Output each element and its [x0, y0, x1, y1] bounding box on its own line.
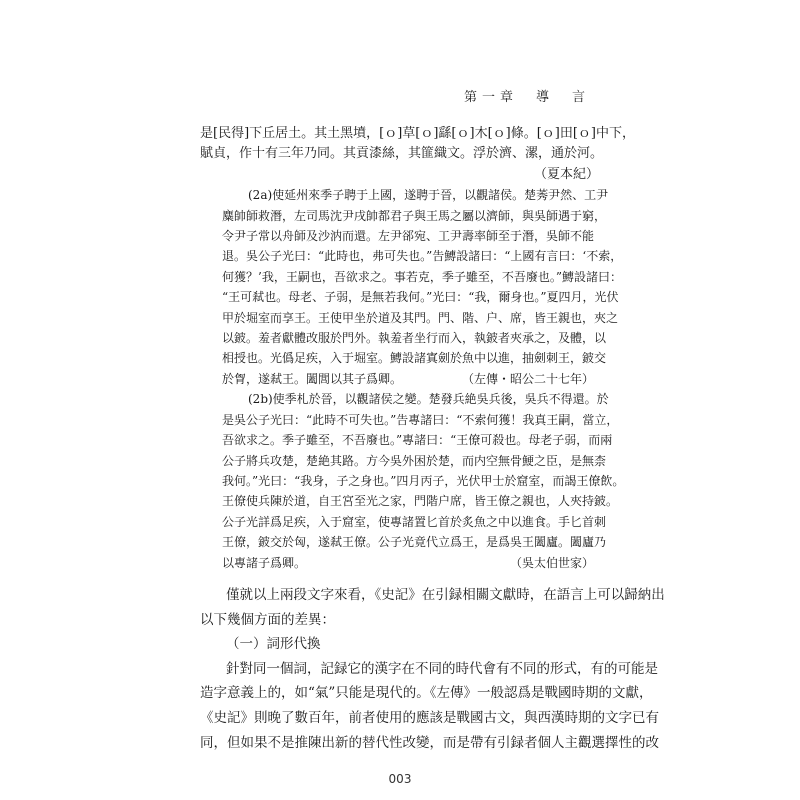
text-line: 退。吳公子光曰：“此時也，弗可失也。”告鱄設諸曰：“上國有言曰：‘不索，: [222, 249, 623, 264]
text-line: 公子光詳爲足疾，入于窟室，使專諸置匕首於炙魚之中以進食。手匕首刺: [222, 514, 607, 529]
text-line: 甲於堀室而享王。王使甲坐於道及其門。門、階、户、席，皆王親也，夾之: [222, 310, 619, 325]
text-line: 我何。”光曰：“我身，子之身也。”四月丙子，光伏甲士於窟室，而謁王僚飲。: [222, 473, 625, 488]
text-line: 造字意義上的，如“氣”只能是現代的。《左傳》一般認爲是戰國時期的文獻，: [200, 685, 653, 702]
text-line: 公子將兵攻楚，楚絶其路。方今吳外困於楚，而内空無骨鯁之臣，是無柰: [222, 453, 607, 468]
text-line: 以下幾個方面的差異：: [200, 611, 335, 628]
text-line: 麋帥師救潛，左司馬沈尹戌帥都君子與王馬之屬以濟師，與吳師遇于窮，: [222, 208, 607, 223]
section-heading: （一）詞形代換: [226, 636, 321, 653]
text-line: 相授也。光僞足疾，入于堀室。鱄設諸寘劍於魚中以進，抽劍刺王，鈹交: [222, 351, 607, 366]
text-line: 賦貞，作十有三年乃同。其貢漆絲，其篚織文。浮於濟、漯，通於河。: [200, 146, 604, 162]
text-line: “王可弒也。母老、子弱，是無若我何。”光曰：“我，爾身也。”夏四月，光伏: [222, 290, 619, 305]
quote-block-2a: [200, 185, 623, 389]
quote-block-2b: [200, 389, 625, 573]
text-line: 以鈹。羞者獻體改服於門外。執羞者坐行而入，執鈹者夾承之，及體，以: [222, 331, 607, 346]
source-citation: （吳太伯世家）: [509, 555, 594, 570]
text-line: [222, 553, 594, 573]
text-line: 王僚使兵陳於道，自王宮至光之家，門階户席，皆王僚之親也，人夾持鈹。: [222, 494, 619, 509]
main-text: [200, 583, 665, 755]
page-number: 003: [388, 772, 412, 786]
text-line: (2a)使延州來季子聘于上國，遂聘于晉，以觀諸侯。楚莠尹然、工尹: [248, 188, 609, 203]
text-fragment: 於胷，遂弒王。闔閭以其子爲卿。: [222, 371, 403, 386]
text-line: 吾欲求之。季子雖至，不吾廢也。”專諸曰：“王僚可殺也。母老子弱，而兩: [222, 433, 613, 448]
running-header: 第一章 導 言: [463, 90, 590, 105]
source-citation: （夏本紀）: [533, 166, 599, 182]
text-line: 針對同一個詞，記録它的漢字在不同的時代會有不同的形式，有的可能是: [226, 660, 658, 677]
text-line: 王僚，鈹交於匈，遂弒王僚。公子光竟代立爲王，是爲吳王闔廬。闔廬乃: [222, 535, 607, 550]
block1: [200, 124, 636, 185]
text-line: 是[民得]下丘居土。其土黑墳，[ｏ]草[ｏ]繇[ｏ]木[ｏ]條。[ｏ]田[ｏ]中下，: [200, 126, 636, 141]
text-line: [222, 369, 594, 389]
text-line: 《史記》則晚了數百年，前者使用的應該是戰國古文，與西漢時期的文字已有: [200, 709, 659, 726]
source-citation: （左傳・昭公二十七年）: [461, 371, 594, 386]
text-line: 是吳公子光曰：“此時不可失也。”告專諸曰：“不索何獲！我真王嗣，當立，: [222, 412, 619, 427]
page-body: [200, 124, 665, 755]
text-line: 僅就以上兩段文字來看，《史記》在引録相關文獻時，在語言上可以歸納出: [226, 586, 665, 603]
text-line: 同，但如果不是推陳出新的替代性改變，而是帶有引録者個人主觀選擇性的改: [200, 734, 659, 751]
text-fragment: 以專諸子爲卿。: [222, 555, 307, 570]
text-line: 何獲？’我，王嗣也，吾欲求之。事若克，季子雖至，不吾廢也。”鱄設諸曰：: [222, 269, 622, 284]
text-line: (2b)使季札於晉，以觀諸侯之變。楚發兵絶吳兵後，吳兵不得還。於: [248, 392, 609, 407]
text-line: 令尹子常以舟師及沙汭而還。左尹郤宛、工尹壽率師至于潛，吳師不能: [222, 229, 595, 244]
